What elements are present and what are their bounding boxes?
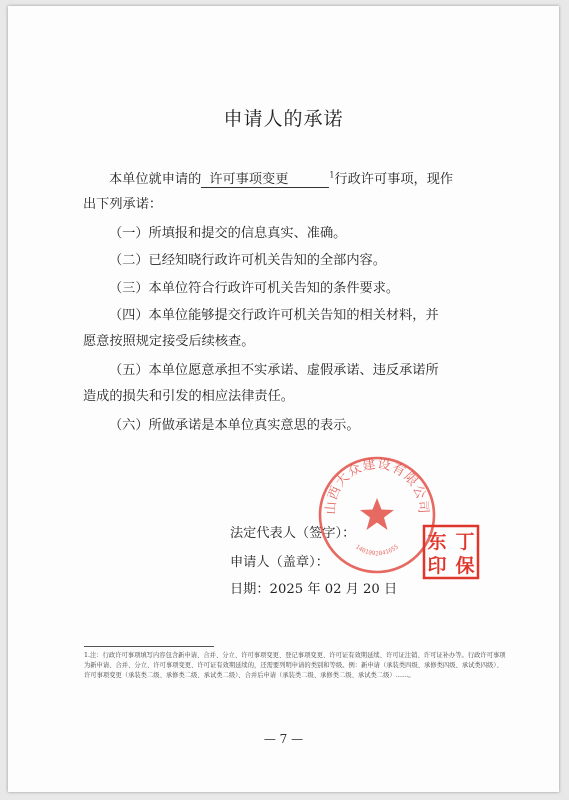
company-seal-icon xyxy=(316,454,438,576)
stamp-char-1: 东 xyxy=(427,531,447,553)
promise-item-4: （四）本单位能够提交行政许可机关告知的相关材料，并 xyxy=(109,308,439,323)
promise-item-1: （一）所填报和提交的信息真实、准确。 xyxy=(109,226,347,241)
promise-item-4-cont: 愿意按照规定接受后续核查。 xyxy=(83,334,255,349)
stamp-char-4: 保 xyxy=(455,555,475,577)
legal-rep-label: 法定代表人（签字）： xyxy=(230,526,356,541)
applicant-label: 申请人（盖章）： xyxy=(230,555,329,570)
seal-number: 1401092041655 xyxy=(353,543,401,558)
promise-item-5: （五）本单位愿意承担不实承诺、虚假承诺、违反承诺所 xyxy=(109,363,439,378)
stamp-char-2: 丁 xyxy=(455,531,475,553)
footnote-ref: 1 xyxy=(329,170,335,180)
svg-text:1401092041655 xyxy=(354,543,400,557)
stamp-char-3: 印 xyxy=(427,555,447,577)
document-page xyxy=(8,6,559,792)
name-stamp-icon xyxy=(422,524,480,580)
promise-item-6: （六）所做承诺是本单位真实意思的表示。 xyxy=(109,418,360,433)
footnote-divider xyxy=(84,646,214,647)
promise-item-5-cont: 造成的损失和引发的相应法律责任。 xyxy=(83,389,294,404)
intro-suffix: 行政许可事项，现作 xyxy=(334,172,454,187)
page-title: 申请人的承诺 xyxy=(223,108,344,130)
promise-item-2: （二）已经知晓行政许可机关告知的全部内容。 xyxy=(109,253,386,268)
intro-line-1 xyxy=(83,168,453,188)
promise-item-3: （三）本单位符合行政许可机关告知的条件要求。 xyxy=(109,281,400,296)
date-line: 日期：2025 年 02 月 20 日 xyxy=(230,582,398,597)
seal-text: 山西大众建设有限公司 xyxy=(323,456,431,515)
page-number: — 7 — xyxy=(263,732,304,746)
permit-type-field: 许可事项变更 xyxy=(201,172,329,188)
intro-prefix: 本单位就申请的 xyxy=(109,172,202,187)
intro-line-2: 出下列承诺： xyxy=(83,197,163,212)
footnote-text: 1.注：行政许可事项填写内容包含新申请、合并、分立、许可事项变更、登记事项变更、许可证有效期延续、许可证注销、许可证补办等。行政许可事项为新申请、合并、分立、许可事项变更、许可证有效期延续的，还需要列明申请的类别和等级。例：新申请（承装类四级、承修类四级、承试类四级）、许可事项变更（承装类二级、承修类二级、承试类二级）、合并后申请（承装类二级、承修类二级、承试类二级）……。 xyxy=(84,652,506,680)
